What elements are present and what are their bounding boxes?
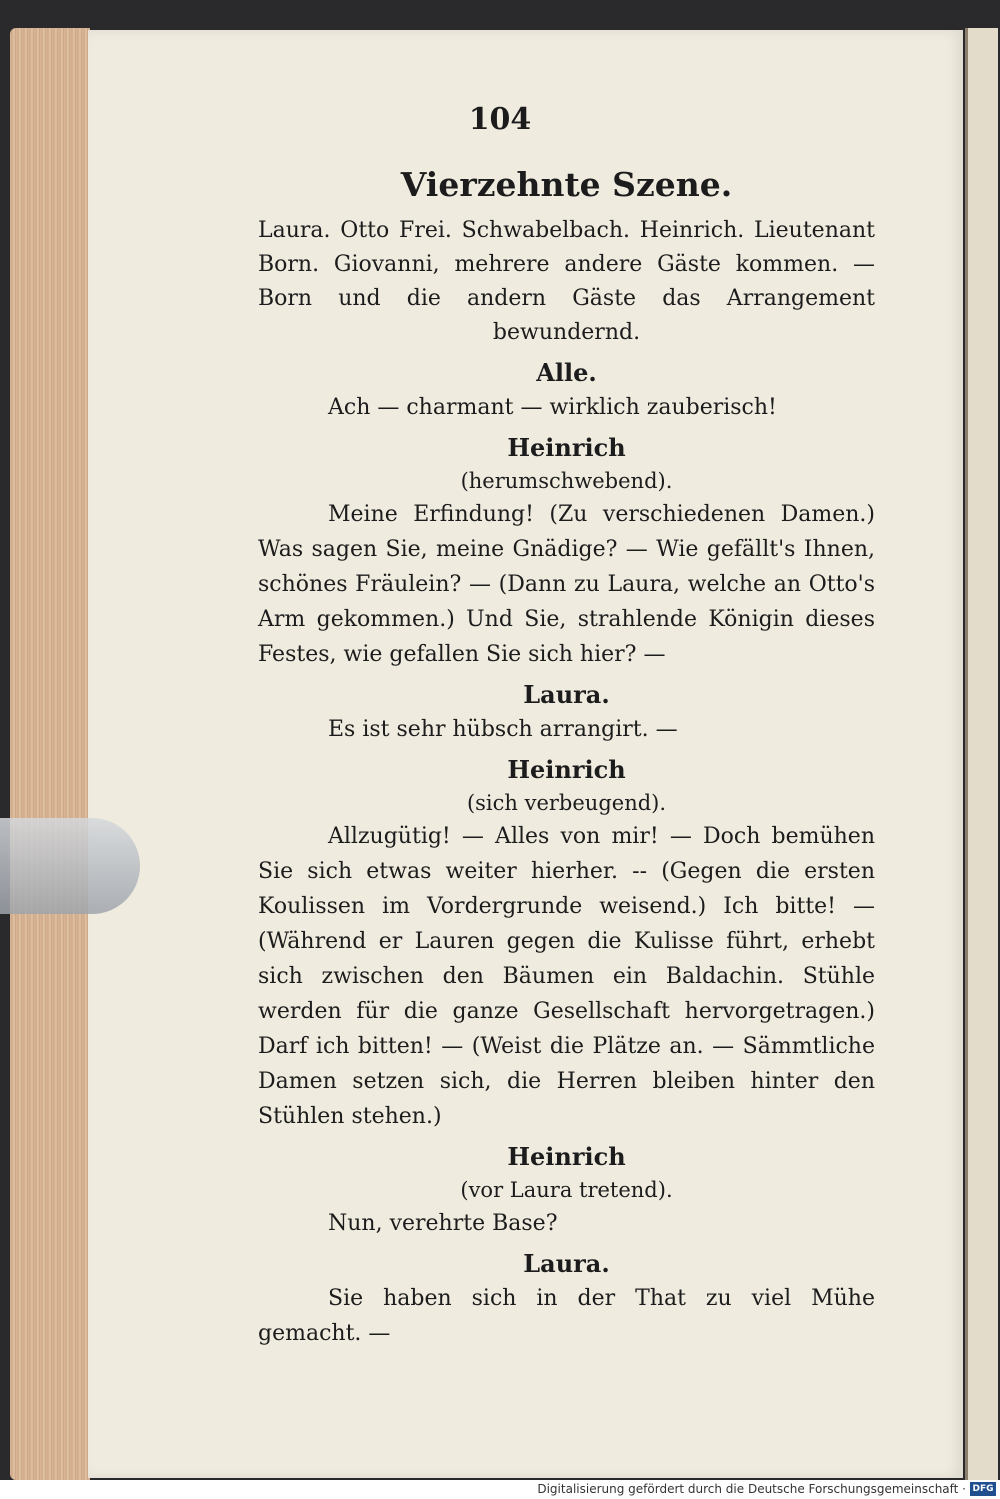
stage-direction: (sich verbeugend). [466, 791, 667, 815]
speech-text: Sie haben sich in der That zu viel Mühe gemacht. — [258, 1286, 875, 1346]
dfg-logo-icon: DFG [970, 1482, 996, 1496]
digitization-footer [0, 1480, 1000, 1499]
speaker-name: Heinrich [507, 433, 626, 462]
next-page-edge [965, 28, 998, 1480]
speaker-name: Heinrich [507, 1142, 626, 1171]
footer-credit: Digitalisierung gefördert durch die Deutsche Forschungsgemeinschaft · [537, 1482, 966, 1496]
speaker-name: Laura. [523, 1249, 610, 1278]
speaker-name: Alle. [536, 358, 597, 387]
stage-direction: (vor Laura tretend). [460, 1178, 673, 1202]
dialogue-block [258, 753, 875, 1134]
speech-text: Es ist sehr hübsch arrangirt. — [328, 717, 678, 742]
dialogue-block [258, 431, 875, 672]
cast-list: Laura. Otto Frei. Schwabelbach. Heinrich. Lieutenant Born. Giovanni, mehrere andere Gäste kommen. — Born und die andern Gäste das Arrangement bewundernd. [258, 218, 875, 345]
speech-text: Meine Erfindung! (Zu verschiedenen Damen.) Was sagen Sie, meine Gnädige? — Wie gefällt's Ihnen, schönes Fräulein? — (Dann zu Laura, welche an Otto's Arm gekommen.) Und Sie, strahlende Königin dieses Festes, wie gefallen Sie sich hier? — [258, 502, 875, 667]
stage-direction: (herumschwebend). [460, 469, 673, 493]
page-clip [0, 818, 140, 914]
dialogue-block [258, 1140, 875, 1241]
dialogue-block [258, 1247, 875, 1351]
scene-title: Vierzehnte Szene. [400, 165, 733, 204]
page-content [258, 160, 875, 1351]
dialogue-block [258, 356, 875, 425]
page-edges [10, 28, 90, 1480]
speech-text: Allzugütig! — Alles von mir! — Doch bemühen Sie sich etwas weiter hierher. -- (Gegen die ersten Koulissen im Vordergrunde weisend.) Ich bitte! — (Während er Lauren gegen die Kulisse führt, erhebt sich zwischen den Bäumen ein Baldachin. Stühle werden für die ganze Gesellschaft hervorgetragen.) Darf ich bitten! — (Weist die Plätze an. — Sämmtliche Damen setzen sich, die Herren bleiben hinter den Stühlen stehen.) [258, 824, 875, 1129]
page-number: 104 [468, 102, 532, 137]
speaker-name: Laura. [523, 680, 610, 709]
speech-text: Ach — charmant — wirklich zauberisch! [328, 395, 777, 420]
dialogue-block [258, 678, 875, 747]
speaker-name: Heinrich [507, 755, 626, 784]
speech-text: Nun, verehrte Base? [328, 1211, 558, 1236]
